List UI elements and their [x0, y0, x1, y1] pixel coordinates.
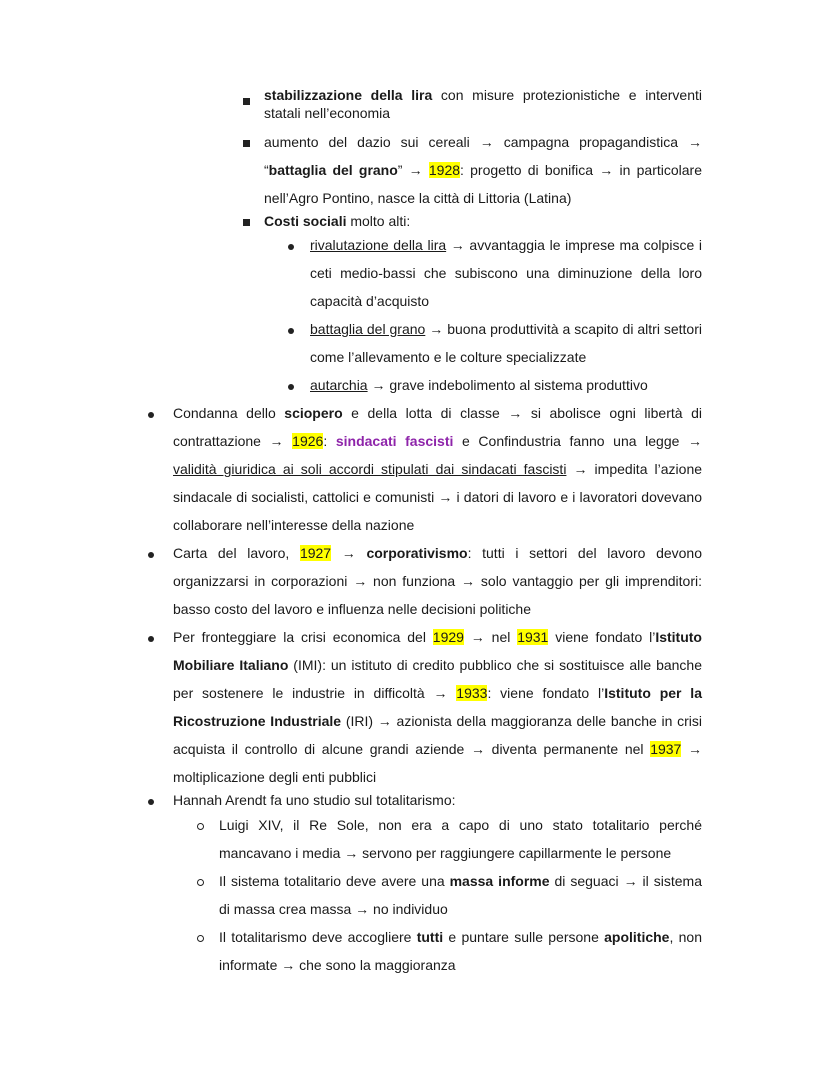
bold-text: battaglia del grano [268, 162, 398, 178]
underlined-text: rivalutazione della lira [310, 237, 447, 253]
text-segment: → moltiplicazione degli enti pubblici [173, 741, 703, 785]
highlighted-year: 1926 [292, 433, 324, 449]
underlined-text: battaglia del grano [310, 321, 426, 337]
text-segment: Carta del lavoro, [173, 545, 300, 561]
text-segment: Il sistema totalitario deve avere una [219, 873, 450, 889]
text-segment: e Confindustria fanno una legge → [453, 433, 703, 449]
text-segment: : progetto di bonifica → in particolare nell’Agro Pontino, nasce la città di Littoria (Latina) [264, 162, 702, 206]
highlighted-year: 1927 [299, 545, 332, 561]
list-item [310, 315, 702, 371]
text-segment: con misure protezionistiche e interventi statali nell’economia [264, 87, 703, 121]
list-item [310, 371, 702, 399]
text-segment: di seguaci → il sistema di massa crea massa → no individuo [219, 873, 702, 917]
purple-bold-text: sindacati fascisti [335, 433, 454, 449]
bold-text: massa informe [449, 873, 550, 889]
text-segment: → buona produttività a scapito di altri settori come l’allevamento e le colture specializzate [310, 321, 702, 365]
bold-text: Istituto Mobiliare Italiano [173, 629, 702, 673]
list-item [219, 867, 702, 923]
text-segment: e puntare sulle persone [443, 929, 605, 945]
text-segment: Per fronteggiare la crisi economica del [173, 629, 433, 645]
bold-text: apolitiche [604, 929, 670, 945]
text-segment: Luigi XIV, il Re Sole, non era a capo di uno stato totalitario perché mancavano i media → servono per raggiungere capillarmente le persone [219, 817, 702, 861]
bullet-marker [288, 231, 294, 259]
text-segment: ” → [397, 162, 429, 178]
text-segment: molto alti: [346, 213, 411, 229]
highlighted-year: 1929 [432, 629, 464, 645]
bullet-marker [197, 811, 204, 839]
text-segment: e della lotta di classe → si abolisce ogni libertà di contrattazione → [173, 405, 702, 449]
list-item [264, 86, 702, 122]
bullet-marker [243, 128, 250, 156]
bullet-marker [288, 315, 294, 343]
text-segment: : [323, 433, 336, 449]
list-item [173, 623, 702, 791]
text-segment: viene fondato l’ [548, 629, 656, 645]
text-segment: Hannah Arendt fa uno studio sul totalitarismo: [173, 792, 456, 808]
text-segment: aumento del dazio sui cereali → campagna propagandistica → “ [264, 134, 702, 178]
bullet-marker [243, 207, 250, 235]
text-segment: Il totalitarismo deve accogliere [219, 929, 417, 945]
list-item [173, 399, 702, 539]
highlighted-year: 1931 [517, 629, 549, 645]
list-item [219, 923, 702, 979]
list-item [264, 128, 702, 212]
underlined-text: validità giuridica ai soli accordi stipulati dai sindacati fascisti [173, 461, 567, 477]
bullet-marker [148, 539, 154, 567]
text-segment: (IRI) → azionista della maggioranza delle banche in crisi acquista il controllo di alcune grandi aziende → diventa permanente nel [173, 713, 703, 757]
text-segment: (IMI): un istituto di credito pubblico che si sostituisce alle banche per sostenere le industrie in difficoltà → [173, 657, 702, 701]
bullet-marker [243, 86, 250, 114]
text-segment: → grave indebolimento al sistema produttivo [367, 377, 648, 393]
text-segment: : viene fondato l’ [487, 685, 605, 701]
bold-text: Istituto per la Ricostruzione Industriale [173, 685, 702, 729]
text-segment: → avvantaggia le imprese ma colpisce i ceti medio-bassi che subiscono una diminuzione della loro capacità d’acquisto [310, 237, 702, 309]
bullet-marker [197, 867, 204, 895]
list-item [173, 539, 702, 623]
bold-text: Costi sociali [264, 213, 347, 229]
bullet-marker [148, 787, 154, 813]
list-item [173, 787, 702, 813]
bullet-marker [148, 623, 154, 651]
bold-text: stabilizzazione della lira [264, 87, 433, 103]
underlined-text: autarchia [310, 377, 368, 393]
list-item [219, 811, 702, 867]
highlighted-year: 1928 [428, 162, 461, 178]
highlighted-year: 1933 [456, 685, 488, 701]
bullet-marker [197, 923, 204, 951]
bold-text: sciopero [284, 405, 343, 421]
list-item [310, 231, 702, 315]
text-segment: , non informate → che sono la maggioranza [219, 929, 702, 973]
text-segment: → nel [463, 629, 518, 645]
bold-text: tutti [416, 929, 444, 945]
bold-text: corporativismo [366, 545, 468, 561]
highlighted-year: 1937 [650, 741, 682, 757]
bullet-marker [288, 371, 294, 399]
text-segment: → [331, 545, 367, 561]
bullet-marker [148, 399, 154, 427]
text-segment: : tutti i settori del lavoro devono organizzarsi in corporazioni → non funziona → solo vantaggio per gli imprenditori: basso costo del lavoro e influenza nelle decisioni politiche [173, 545, 703, 617]
text-segment: → impedita l’azione sindacale di socialisti, cattolici e comunisti → i datori di lavoro e i lavoratori dovevano collaborare nell’interesse della nazione [173, 461, 703, 533]
text-segment: Condanna dello [173, 405, 285, 421]
